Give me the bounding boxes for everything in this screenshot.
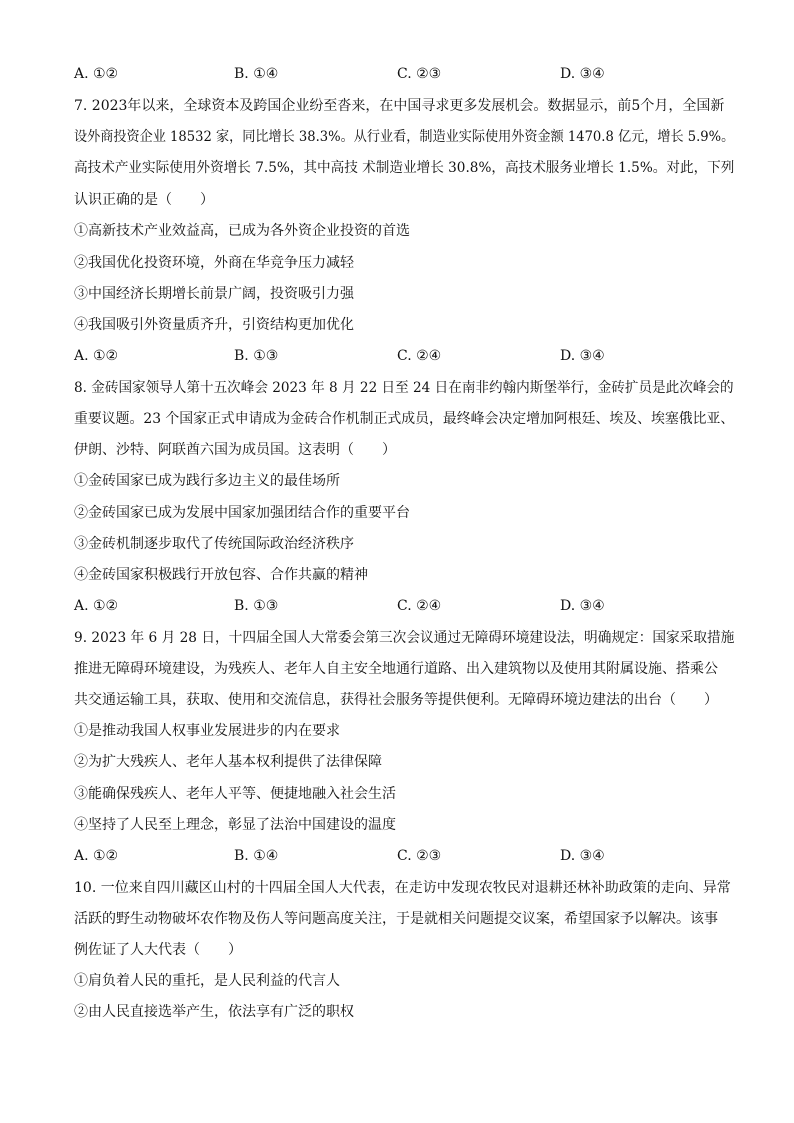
q9-stem-line: 推进无障碍环境建设，为残疾人、老年人自主安全地通行道路、出入建筑物以及使用其附属设施、搭乘公 xyxy=(74,661,718,677)
q8-option-b[interactable]: B. ①③ xyxy=(234,598,279,614)
q6-option-d[interactable]: D. ③④ xyxy=(560,66,605,82)
q7-statement: ③中国经济长期增长前景广阔，投资吸引力强 xyxy=(74,286,354,302)
q8-stem-line: 伊朗、沙特、阿联酋六国为成员国。这表明（ ） xyxy=(74,442,396,458)
q8-option-d[interactable]: D. ③④ xyxy=(560,598,605,614)
q6-option-a[interactable]: A. ①② xyxy=(74,66,119,82)
q6-options xyxy=(74,64,734,84)
q10-stem-line: 活跃的野生动物破坏农作物及伤人等问题高度关注，于是就相关问题提交议案，希望国家予以解决。该事 xyxy=(74,911,718,927)
q8-statement: ①金砖国家已成为践行多边主义的最佳场所 xyxy=(74,473,340,489)
q9-option-c[interactable]: C. ②③ xyxy=(397,848,442,864)
q8-stem-line: 8. 金砖国家领导人第十五次峰会 2023 年 8 月 22 日至 24 日在南非约翰内斯堡举行，金砖扩员是此次峰会的 xyxy=(74,380,734,396)
q9-statement: ④坚持了人民至上理念，彰显了法治中国建设的温度 xyxy=(74,817,396,833)
q8-statement: ②金砖国家已成为发展中国家加强团结合作的重要平台 xyxy=(74,505,410,521)
q8-option-a[interactable]: A. ①② xyxy=(74,598,119,614)
q7-option-d[interactable]: D. ③④ xyxy=(560,348,605,364)
q7-stem-line: 7. 2023年以来，全球资本及跨国企业纷至沓来，在中国寻求更多发展机会。数据显示，前5个月，全国新 xyxy=(74,98,725,114)
q7-option-a[interactable]: A. ①② xyxy=(74,348,119,364)
q9-statement: ③能确保残疾人、老年人平等、便捷地融入社会生活 xyxy=(74,786,396,802)
q9-stem-line: 9. 2023 年 6 月 28 日，十四届全国人大常委会第三次会议通过无障碍环境建设法，明确规定：国家采取措施 xyxy=(74,630,735,646)
q8-statement: ④金砖国家积极践行开放包容、合作共赢的精神 xyxy=(74,567,368,583)
q7-options xyxy=(74,346,734,366)
q6-option-c[interactable]: C. ②③ xyxy=(397,66,442,82)
q7-statement: ④我国吸引外资量质齐升，引资结构更加优化 xyxy=(74,317,354,333)
q7-option-b[interactable]: B. ①③ xyxy=(234,348,279,364)
q9-stem-line: 共交通运输工具，获取、使用和交流信息，获得社会服务等提供便利。无障碍环境边建法的出台（ ） xyxy=(74,692,718,708)
q10-statement: ②由人民直接选举产生，依法享有广泛的职权 xyxy=(74,1004,354,1020)
q9-option-d[interactable]: D. ③④ xyxy=(560,848,605,864)
q7-statement: ②我国优化投资环境，外商在华竞争压力减轻 xyxy=(74,255,354,271)
q7-stem-line: 高技术产业实际使用外资增长 7.5%，其中高技 术制造业增长 30.8%，高技术服务业增长 1.5%。对此，下列 xyxy=(74,160,735,176)
q8-stem-line: 重要议题。23 个国家正式申请成为金砖合作机制正式成员，最终峰会决定增加阿根廷、埃及、埃塞俄比亚、 xyxy=(74,411,735,427)
q10-stem-line: 例佐证了人大代表（ ） xyxy=(74,942,242,958)
q7-stem-line: 设外商投资企业 18532 家，同比增长 38.3%。从行业看，制造业实际使用外资金额 1470.8 亿元，增长 5.9%。 xyxy=(74,129,735,145)
q9-option-b[interactable]: B. ①④ xyxy=(234,848,279,864)
q7-statement: ①高新技术产业效益高，已成为各外资企业投资的首选 xyxy=(74,223,410,239)
q8-option-c[interactable]: C. ②④ xyxy=(397,598,442,614)
q8-statement: ③金砖机制逐步取代了传统国际政治经济秩序 xyxy=(74,536,354,552)
q7-option-c[interactable]: C. ②④ xyxy=(397,348,442,364)
q6-option-b[interactable]: B. ①④ xyxy=(234,66,279,82)
q9-options xyxy=(74,846,734,866)
q7-stem-line: 认识正确的是（ ） xyxy=(74,192,214,208)
q9-option-a[interactable]: A. ①② xyxy=(74,848,119,864)
q10-statement: ①肩负着人民的重托，是人民利益的代言人 xyxy=(74,973,340,989)
q9-statement: ①是推动我国人权事业发展进步的内在要求 xyxy=(74,723,340,739)
q9-statement: ②为扩大残疾人、老年人基本权利提供了法律保障 xyxy=(74,754,382,770)
q8-options xyxy=(74,596,734,616)
q10-stem-line: 10. 一位来自四川藏区山村的十四届全国人大代表，在走访中发现农牧民对退耕还林补助政策的走向、异常 xyxy=(74,880,731,896)
